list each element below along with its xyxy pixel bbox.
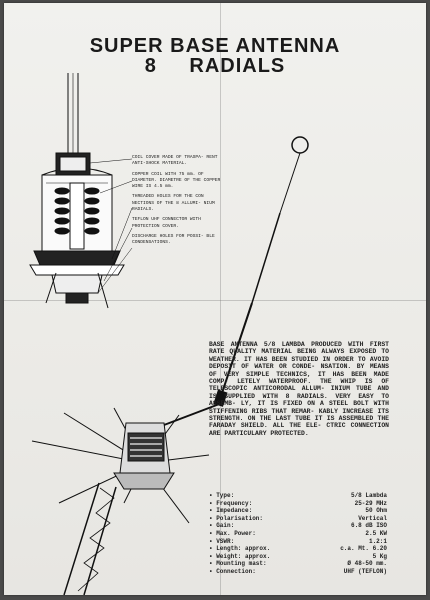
spec-row [209, 500, 387, 508]
callout-discharge-holes: DISCHARGE HOLES FOR POSSI- BLE CONDENSATIONS. [132, 233, 215, 246]
spec-list [209, 492, 387, 576]
spec-label: • Mounting mast: [209, 560, 267, 568]
spec-label: • Type: [209, 492, 234, 500]
spec-row [209, 515, 387, 523]
spec-row [209, 492, 387, 500]
product-description: BASE ANTENNA 5/8 LAMBDA PRODUCED WITH FIRST RATE QUALITY MATERIAL BEING ALWAYS EXPOSED TO WEATHER. IT HAS BEEN STUDIED IN ORDER TO AVOID DEPOSIT OF WATER OR CONDE- NSATION. BY MEANS OF VERY SIMPLE TECHNICS, IT HAS BEEN MADE COMP- LETELY WATERPROOF. THE WHIP IS OF TELESCOPIC ANTICORODAL ALLUM- INIUM TUBE AND IS SUPPLIED WITH 8 RADIALS. VERY EASY TO ASSEMB- LY, IT IS FIXED ON A STEEL BOLT WITH STIFFENING RIBS THAT REMAR- KABLY INCREASE ITS STRENGTH. ON THE LAST TUBE IT IS ASSEMBLED THE FARADAY SHIELD. ALL THE ELE- CTRIC CONNECTION ARE PARTICULARY PROTECTED. [209, 341, 389, 437]
spec-label: • Max. Power: [209, 530, 256, 538]
spec-value: c.a. Mt. 6.20 [340, 545, 387, 553]
spec-value: 50 Ohm [365, 507, 387, 515]
flyer-sheet [4, 3, 426, 595]
spec-value: Ø 48-50 mm. [347, 560, 387, 568]
spec-value: 2.5 KW [365, 529, 387, 537]
spec-row [209, 560, 387, 568]
callout-notes [132, 155, 222, 251]
coil-cutaway-drawing [30, 73, 132, 308]
antenna-base-radials [32, 403, 222, 595]
callout-copper-coil: COPPER COIL WITH 75 mm. OF DIAMETER. DIAMETRE OF THE COPPER WIRE IS 4.5 mm. [132, 171, 221, 190]
spec-label: • Connection: [209, 568, 256, 576]
spec-row [209, 568, 387, 576]
spec-label: • Impedance: [209, 507, 252, 515]
spec-value: UHF (TEFLON) [343, 567, 387, 575]
spec-row [209, 530, 387, 538]
spec-row [209, 522, 387, 530]
spec-value: 1.2:1 [368, 537, 387, 545]
spec-label: • VSWR: [209, 538, 234, 546]
title-line-2: 8 RADIALS [144, 55, 286, 77]
spec-value: 5 Kg [372, 552, 387, 560]
spec-value: 6.8 dB ISO [350, 522, 387, 530]
spec-value: 5/8 Lambda [350, 492, 387, 499]
spec-row [209, 507, 387, 515]
spec-label: • Frequency: [209, 500, 252, 508]
spec-value: Vertical [358, 514, 387, 522]
title-line-1: SUPER BASE ANTENNA [89, 35, 341, 57]
spec-row [209, 553, 387, 561]
spec-value: 25-29 MHz [354, 499, 387, 507]
callout-coil-cover: COIL COVER MADE OF TRASPA- RENT ANTI-SHOCK MATERIAL. [132, 155, 218, 167]
callout-threaded-holes: THREADED HOLES FOR THE CON NECTIONS OF THE 8 ALLUMI- NIUM RADIALS. [132, 194, 215, 213]
spec-row [209, 545, 387, 553]
spec-label: • Gain: [209, 522, 234, 530]
spec-label: • Polarisation: [209, 515, 263, 523]
spec-label: • Length: approx. [209, 545, 270, 553]
spec-row [209, 538, 387, 546]
spec-label: • Weight: approx. [209, 553, 270, 561]
callout-uhf-connector: TEFLON UHF CONNECTOR WITH PROTECTION COVER. [132, 217, 201, 229]
